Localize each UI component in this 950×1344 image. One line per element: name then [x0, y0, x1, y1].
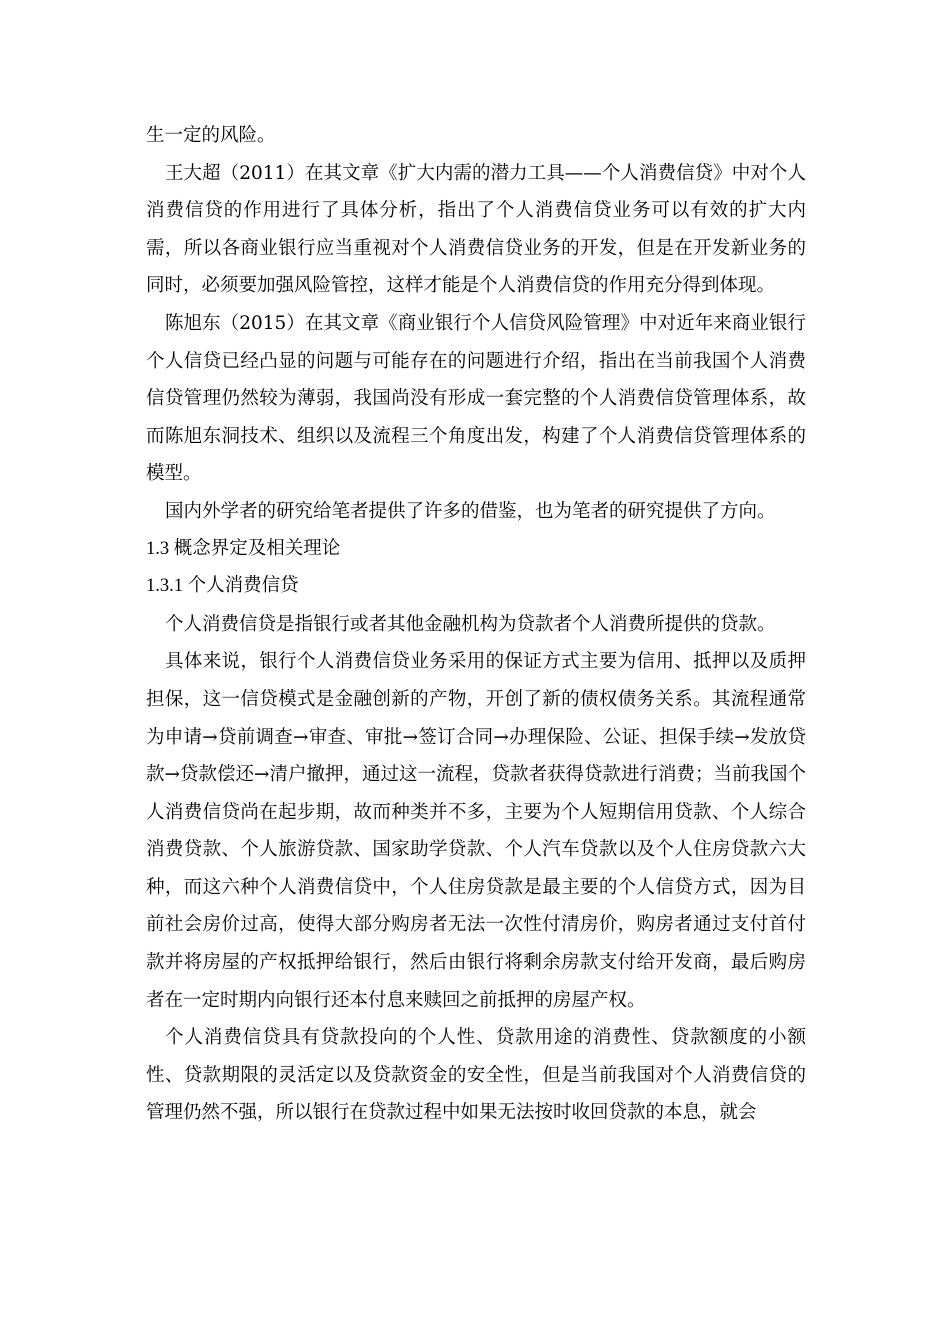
- paragraph-characteristics: 个人消费信贷具有贷款投向的个人性、贷款用途的消费性、贷款额度的小额性、贷款期限的灵活定以及贷款资金的安全性，但是当前我国对个人消费信贷的管理仍然不强，所以银行在贷款过程中如果无法按时收回贷款的本息，就会: [146, 1027, 806, 1124]
- paragraph-process: 具体来说，银行个人消费信贷业务采用的保证方式主要为信用、抵押以及质押担保，这一信贷模式是金融创新的产物，开创了新的债权债务关系。其流程通常为申请→贷前调查→审查、审批→签订合同→办理保险、公证、担保手续→发放贷款→贷款偿还→清户撤押，通过这一流程，贷款者获得贷款进行消费；当前我国个人消费信贷尚在起步期，故而种类并不多，主要为个人短期信用贷款、个人综合消费贷款、个人旅游贷款、国家助学贷款、个人汽车贷款以及个人住房贷款六大种，而这六种个人消费信贷中，个人住房贷款是最主要的个人信贷方式，因为目前社会房价过高，使得大部分购房者无法一次性付清房价，购房者通过支付首付款并将房屋的产权抵押给银行，然后由银行将剩余房款支付给开发商，最后购房者在一定时期内向银行还本付息来赎回之前抵押的房屋产权。: [146, 651, 807, 1011]
- paragraph-definition: 个人消费信贷是指银行或者其他金融机构为贷款者个人消费所提供的贷款。: [165, 613, 776, 635]
- section-heading-1-3: 1.3 概念界定及相关理论: [146, 538, 341, 559]
- paragraph-continuation: 生一定的风险。: [146, 125, 276, 146]
- paragraph-summary: 国内外学者的研究给笔者提供了许多的借鉴，也为笔者的研究提供了方向。: [165, 500, 776, 522]
- body-text: [146, 117, 806, 1132]
- paragraph-chen-xudong: 陈旭东（2015）在其文章《商业银行个人信贷风险管理》中对近年来商业银行个人信贷已经凸显的问题与可能存在的问题进行介绍，指出在当前我国个人消费信贷管理仍然较为薄弱，我国尚没有形成一套完整的个人消费信贷管理体系，故而陈旭东洞技术、组织以及流程三个角度出发，构建了个人消费信贷管理体系的模型。: [146, 312, 806, 485]
- section-heading-1-3-1: 1.3.1 个人消费信贷: [146, 576, 299, 597]
- paragraph-wang-dachao: 王大超（2011）在其文章《扩大内需的潜力工具——个人消费信贷》中对个人消费信贷的作用进行了具体分析，指出了个人消费信贷业务可以有效的扩大内需，所以各商业银行应当重视对个人消费信贷业务的开发，但是在开发新业务的同时，必须要加强风险管控，这样才能是个人消费信贷的作用充分得到体现。: [146, 162, 806, 297]
